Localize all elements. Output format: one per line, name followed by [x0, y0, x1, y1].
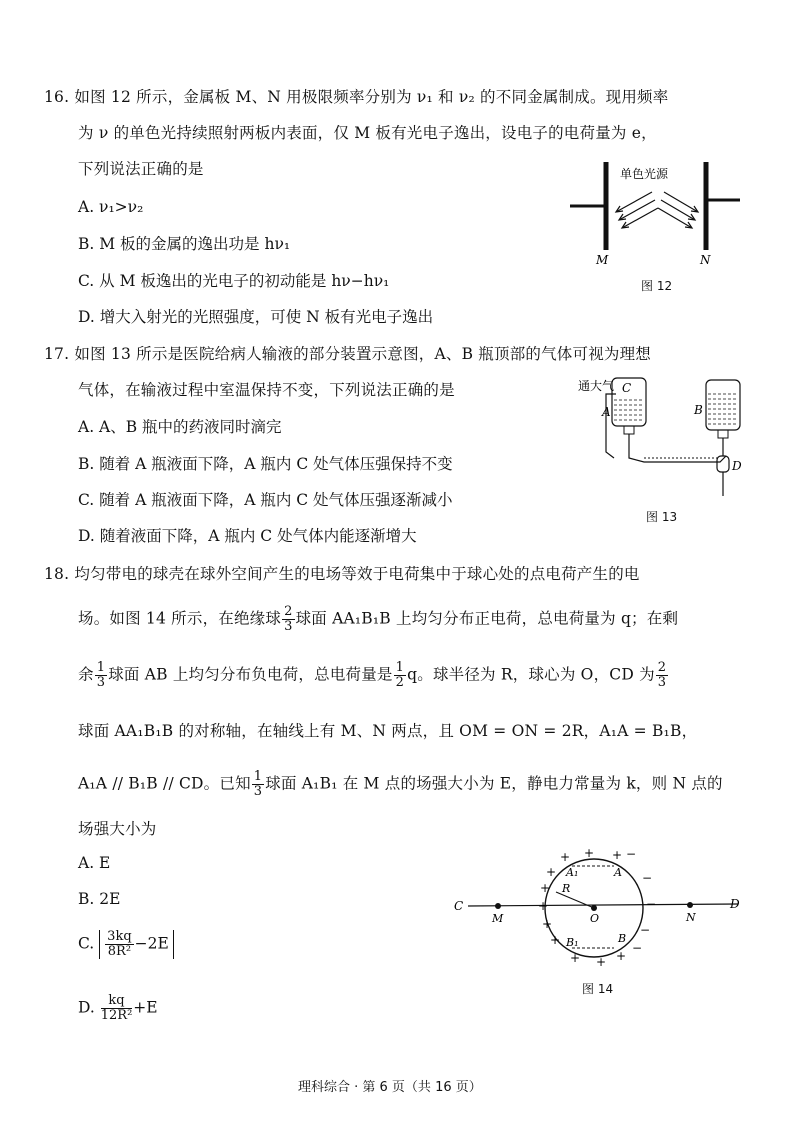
svg-text:−: −	[632, 941, 643, 955]
q18-line1: 18. 均匀带电的球壳在球外空间产生的电场等效于电荷集中于球心处的点电荷产生的电	[44, 565, 640, 583]
svg-text:−: −	[642, 871, 653, 885]
absolute-value: $\frac{3kq}{\text{8R²}}$ −2E	[99, 930, 174, 959]
svg-text:−: −	[640, 923, 651, 937]
label-o: O	[590, 912, 600, 925]
q18-line3: 余 $\frac{1}{3}$ 球面 AB 上均匀分布负电荷，总电荷量是 $\frac{1}{2}$ q。球半径为 R，球心为 O，CD 为 $\frac{2}{3}$	[78, 660, 667, 690]
axis-cd	[468, 904, 738, 906]
point-m	[495, 903, 501, 909]
q18-option-a: A. E	[78, 854, 111, 872]
bottle-a-liquid	[614, 400, 644, 420]
point-o	[591, 905, 597, 911]
q17-line2: 气体，在输液过程中室温保持不变，下列说法正确的是	[78, 381, 455, 399]
q16-option-c: C. 从 M 板逸出的光电子的初动能是 hν−hν₁	[78, 272, 390, 290]
q18-line6: 场强大小为	[78, 820, 157, 838]
q18-line4: 球面 AA₁B₁B 的对称轴，在轴线上有 M、N 两点，且 OM = ON = 2R，A₁A = B₁B，	[78, 722, 698, 740]
svg-text:+: +	[542, 917, 553, 931]
q17-option-d: D. 随着液面下降，A 瓶内 C 处气体内能逐渐增大	[78, 527, 417, 545]
label-n: N	[686, 911, 696, 924]
point-n	[687, 902, 693, 908]
q17-option-c: C. 随着 A 瓶液面下降，A 瓶内 C 处气体压强逐渐减小	[78, 491, 453, 509]
bottle-b-neck	[718, 430, 728, 438]
figure-12-caption: 图 12	[641, 279, 673, 293]
label-m: M	[492, 912, 504, 925]
q17-option-b: B. 随着 A 瓶液面下降，A 瓶内 C 处气体压强保持不变	[78, 455, 453, 473]
svg-text:+: +	[584, 848, 595, 860]
svg-text:+: +	[612, 848, 623, 862]
label-b1: B₁	[566, 936, 579, 949]
q18-option-b: B. 2E	[78, 890, 121, 908]
q18-number: 18.	[44, 565, 70, 583]
fraction-two-thirds-b: $\frac{2}{3}$	[657, 660, 667, 690]
q16-option-b: B. M 板的金属的逸出功是 hν₁	[78, 235, 291, 253]
label-a: A	[614, 866, 622, 879]
label-c: C	[454, 899, 464, 913]
light-rays	[616, 192, 698, 228]
q16-number: 16.	[44, 88, 70, 106]
q16-line1: 16. 如图 12 所示，金属板 M、N 用极限频率分别为 ν₁ 和 ν₂ 的不同金属制成。现用频率	[44, 88, 669, 106]
label-b: B	[694, 403, 703, 417]
q17-line1: 17. 如图 13 所示是医院给病人输液的部分装置示意图，A、B 瓶顶部的气体可视为理想	[44, 345, 651, 363]
label-a1: A₁	[566, 866, 579, 879]
svg-text:+: +	[550, 933, 561, 947]
figure-14-caption: 图 14	[582, 982, 614, 996]
svg-text:+: +	[570, 951, 581, 965]
q18-line5: A₁A // B₁B // CD。已知 $\frac{1}{3}$ 球面 A₁B₁ 在 M 点的场强大小为 E，静电力常量为 k，则 N 点的	[78, 769, 723, 799]
svg-text:+: +	[616, 949, 627, 963]
q18-option-d: D. $\frac{kq}{\text{12R²}}$ +E	[78, 993, 158, 1023]
q16-line2: 为 ν 的单色光持续照射两板内表面，仅 M 板有光电子逸出，设电子的电荷量为 e，	[78, 124, 657, 142]
q17-option-a: A. A、B 瓶中的药液同时滴完	[78, 418, 282, 436]
q16-option-a: A. ν₁>ν₂	[78, 198, 144, 216]
label-r: R	[562, 882, 571, 895]
label-m: M	[596, 253, 609, 267]
figure-14	[450, 848, 750, 978]
page-footer: 理科综合 · 第 6 页（共 16 页）	[298, 1080, 482, 1095]
fraction-two-thirds: $\frac{2}{3}$	[284, 604, 293, 634]
q16-line3: 下列说法正确的是	[78, 160, 204, 178]
label-b: B	[618, 932, 627, 945]
q18-option-c: C. $\frac{3kq}{\text{8R²}}$ −2E	[78, 930, 174, 959]
fraction-one-third-b: $\frac{1}{3}$	[253, 769, 263, 799]
svg-text:+: +	[538, 899, 549, 913]
svg-text:+: +	[546, 865, 557, 879]
q18-line2: 场。如图 14 所示，在绝缘球 $\frac{2}{3}$ 球面 AA₁B₁B 上均匀分布正电荷，总电荷量为 q；在剩	[78, 604, 679, 634]
fraction-one-third: $\frac{1}{3}$	[96, 660, 106, 690]
bottle-b-liquid	[708, 394, 738, 424]
label-d: D	[730, 897, 740, 911]
label-a: A	[602, 405, 611, 419]
bottle-b	[706, 380, 740, 430]
svg-text:+: +	[560, 850, 571, 864]
q16-option-d: D. 增大入射光的光照强度，可使 N 板有光电子逸出	[78, 308, 434, 326]
q17-number: 17.	[44, 345, 70, 363]
figure-13-caption: 图 13	[646, 510, 678, 524]
label-n: N	[700, 253, 711, 267]
label-c: C	[622, 381, 632, 395]
svg-text:−: −	[646, 897, 657, 911]
light-source-label: 单色光源	[620, 167, 669, 181]
fraction-one-half: $\frac{1}{2}$	[395, 660, 405, 690]
svg-text:−: −	[626, 848, 637, 861]
figure-13	[570, 372, 750, 502]
label-d: D	[732, 459, 742, 473]
bottle-a-neck	[624, 426, 634, 434]
vent-label: 通大气	[578, 379, 615, 393]
svg-text:+: +	[540, 881, 551, 895]
svg-text:+: +	[596, 955, 607, 969]
